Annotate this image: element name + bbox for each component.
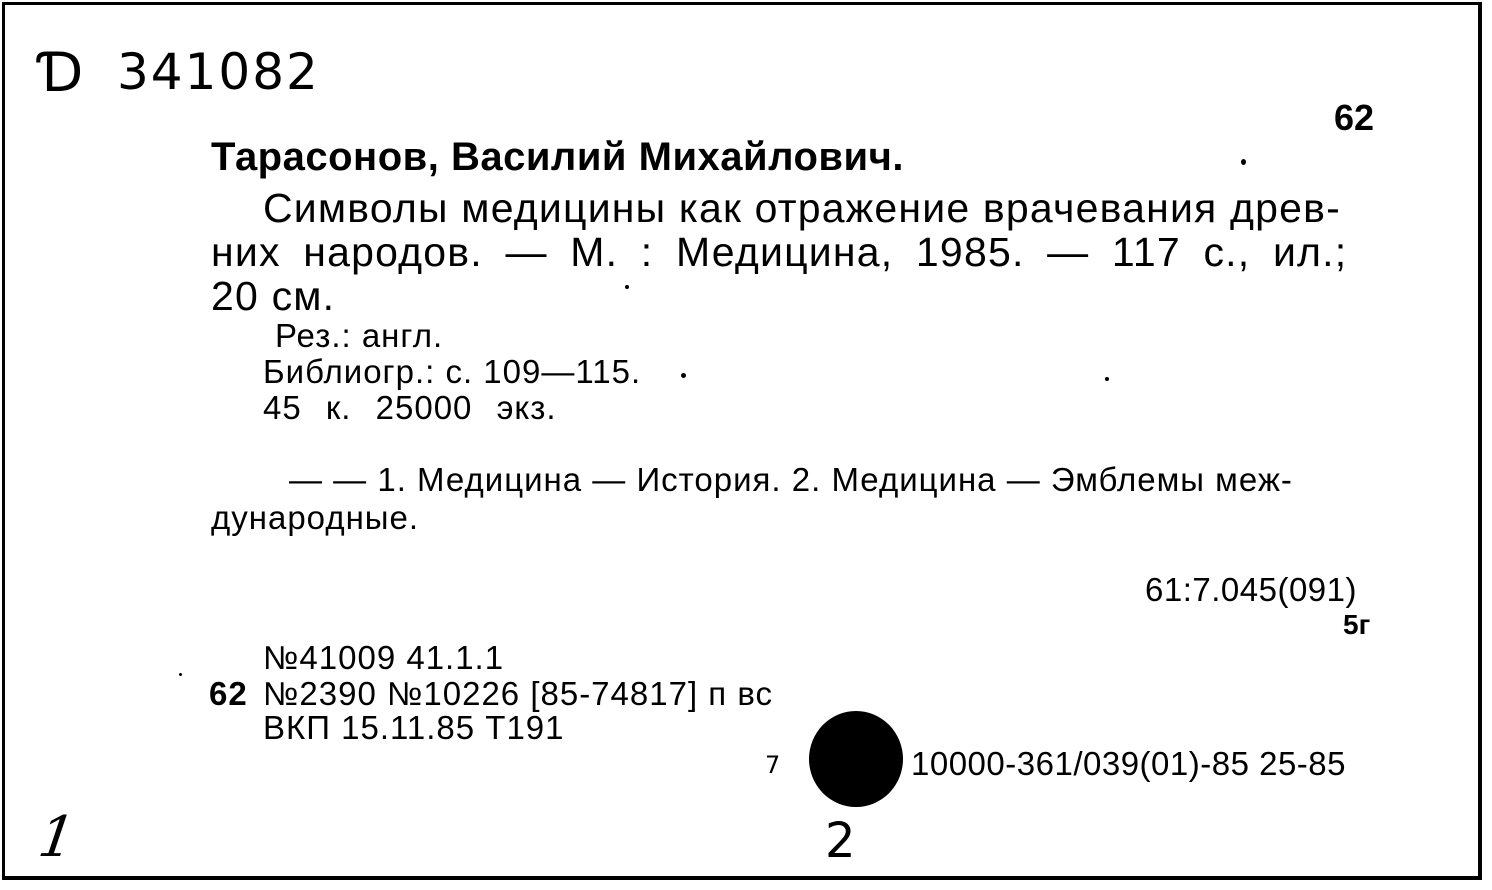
speck [1241,159,1246,165]
handwritten-inventory-number: 341082 [117,43,320,101]
registry-shelf-number: 62 [209,675,248,712]
handwritten-letter: Ɗ [39,41,84,104]
udc-code: 61:7.045(091) [1145,571,1357,608]
title-line-1: Символы медицины как отражение врачевания древ- [263,185,1341,231]
speck [625,285,629,289]
speck [179,673,182,676]
price-print-run: 45 к. 25000 экз. [263,389,557,426]
registry-line-3: ВКП 15.11.85 Т191 [263,709,565,746]
registry-line-1: №41009 41.1.1 [263,639,505,676]
subject-headings-line-2: дународные. [211,499,420,536]
bibliography-note: Библиогр.: с. 109—115. [263,353,642,390]
catalog-card [2,2,1482,880]
speck [681,373,686,378]
summary-note: Рез.: англ. [275,317,444,354]
index-code: 10000-361/039(01)-85 25-85 [911,745,1346,782]
registry-line-2: №2390 №10226 [85-74817] п вс [263,675,773,712]
udc-subcode: 5г [1343,609,1371,640]
title-line-2: них народов. — М. : Медицина, 1985. — 117 с., ил.; [211,229,1348,275]
ink-blot [809,711,903,807]
title-line-3: 20 см. [211,273,336,319]
blot-side-mark: 7 [765,751,781,779]
subject-headings-line-1: — — 1. Медицина — История. 2. Медицина — Эмблемы меж- [289,461,1293,498]
shelf-mark: 62 [1334,97,1375,138]
author-heading: Тарасонов, Василий Михайлович. [211,135,904,179]
speck [1105,377,1109,381]
handwritten-one: 1 [34,805,80,870]
handwritten-two: 2 [825,813,856,869]
